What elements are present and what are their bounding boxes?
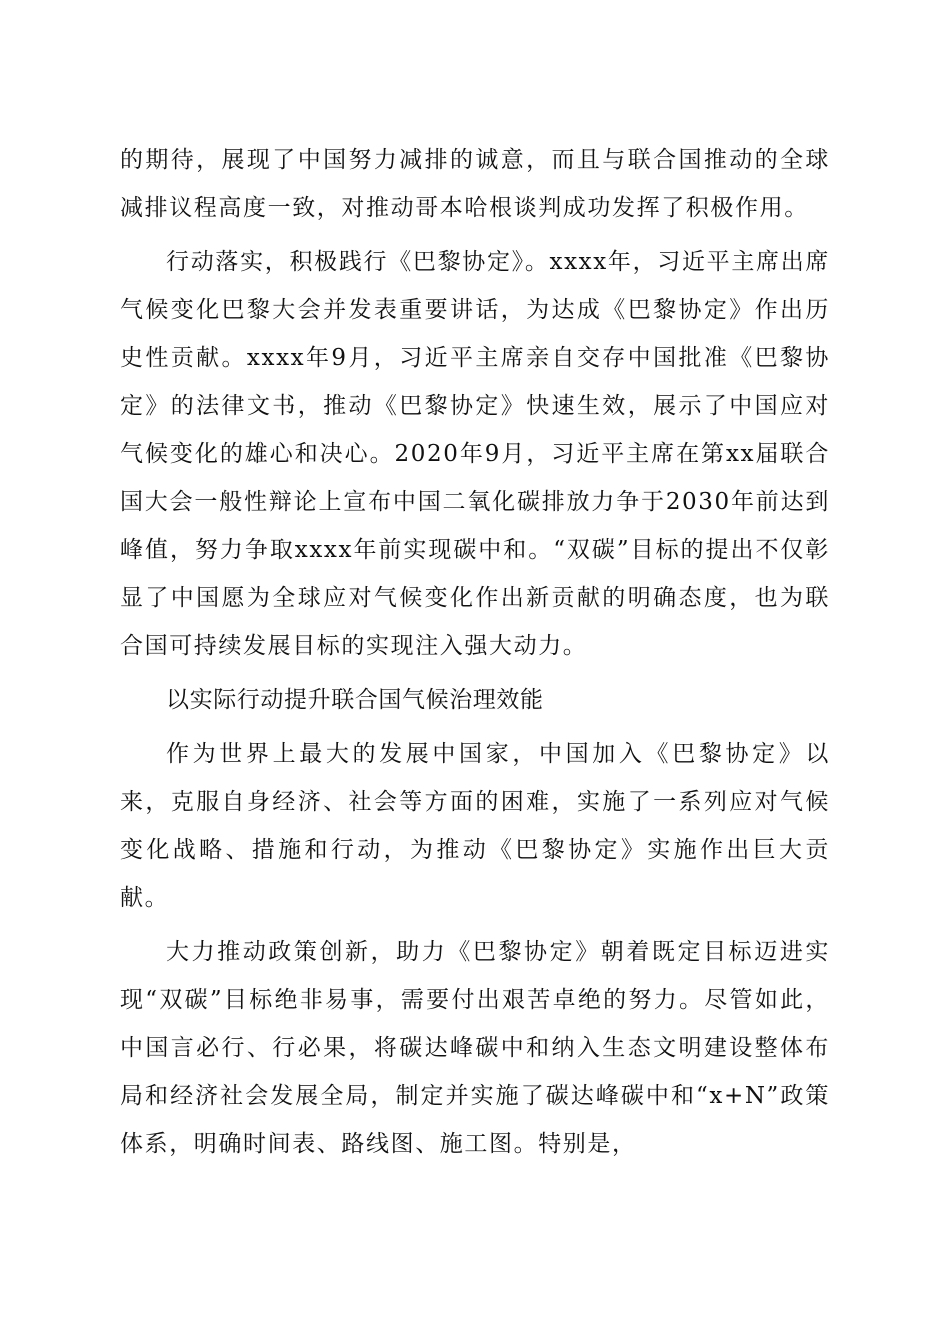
paragraph-policy-innovation: 大力推动政策创新，助力《巴黎协定》朝着既定目标迈进实现“双碳”目标绝非易事，需要付出艰苦卓绝的努力。尽管如此，中国言必行、行必果，将碳达峰碳中和纳入生态文明建设整体布局和经济社会发展全局，制定并实施了碳达峰碳中和“x+N”政策体系，明确时间表、路线图、施工图。特别是，	[120, 939, 830, 1157]
document-body	[120, 136, 830, 1174]
section-heading: 以实际行动提升联合国气候治理效能	[166, 687, 544, 713]
paragraph-continuation: 的期待，展现了中国努力减排的诚意，而且与联合国推动的全球减排议程高度一致，对推动哥本哈根谈判成功发挥了积极作用。	[120, 147, 830, 221]
paragraph-paris-agreement-action: 行动落实，积极践行《巴黎协定》。xxxx年，习近平主席出席气候变化巴黎大会并发表重要讲话，为达成《巴黎协定》作出历史性贡献。xxxx年9月，习近平主席亲自交存中国批准《巴黎协定》的法律文书，推动《巴黎协定》快速生效，展示了中国应对气候变化的雄心和决心。2020年9月，习近平主席在第xx届联合国大会一般性辩论上宣布中国二氧化碳排放力争于2030年前达到峰值，努力争取xxxx年前实现碳中和。“双碳”目标的提出不仅彰显了中国愿为全球应对气候变化作出新贡献的明确态度，也为联合国可持续发展目标的实现注入强大动力。	[120, 249, 830, 659]
paragraph-developing-country: 作为世界上最大的发展中国家，中国加入《巴黎协定》以来，克服自身经济、社会等方面的困难，实施了一系列应对气候变化战略、措施和行动，为推动《巴黎协定》实施作出巨大贡献。	[120, 741, 830, 911]
